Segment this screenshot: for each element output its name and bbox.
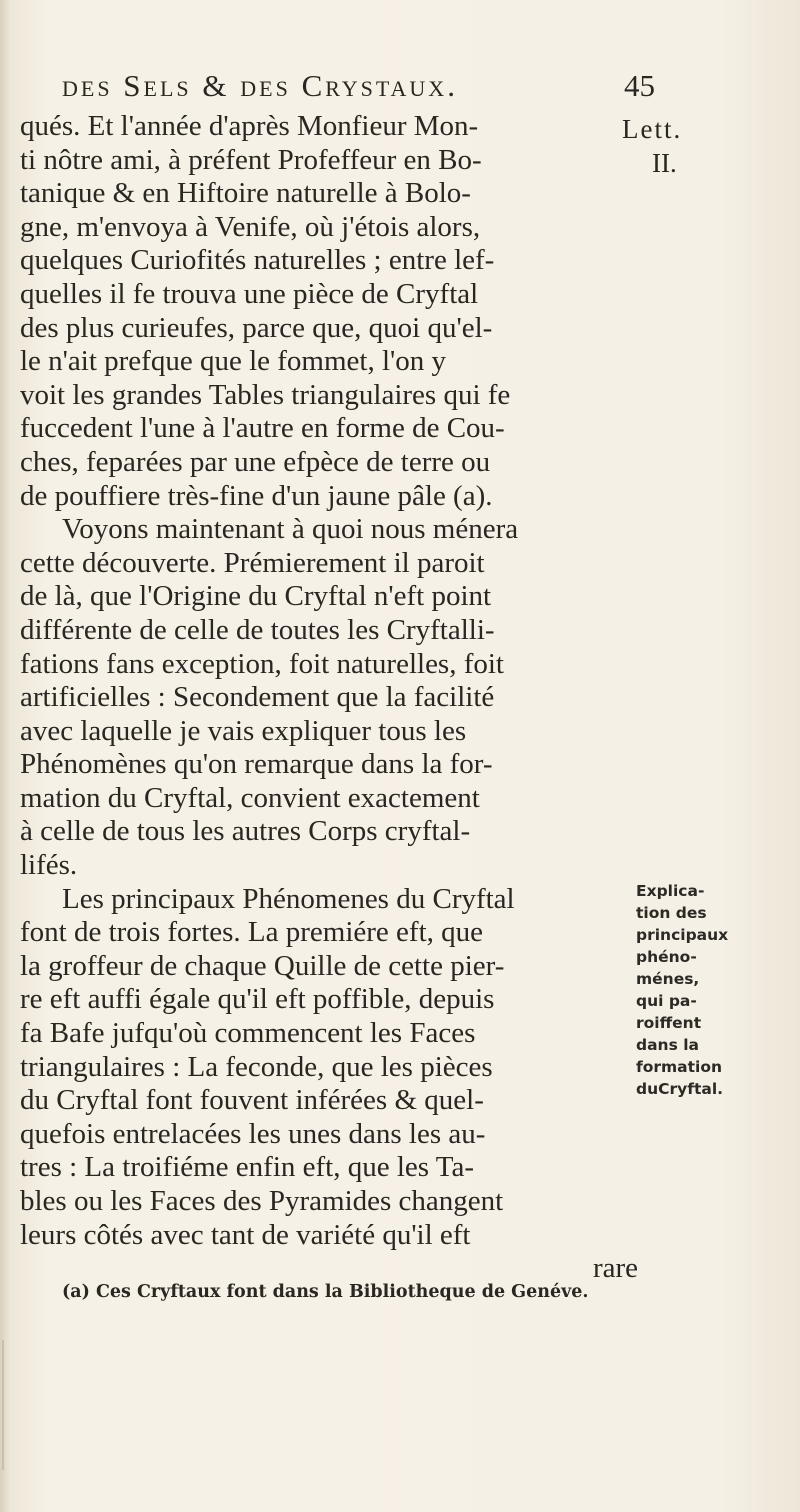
page-edge-mark — [2, 1340, 4, 1470]
page-number: 45 — [624, 68, 655, 103]
text-line: gne, m'envoya à Venife, où j'étois alors, — [20, 210, 481, 243]
text-line: de là, que l'Origine du Cryftal n'eft point — [20, 580, 492, 613]
running-title: des Sels & des Crystaux. — [62, 68, 458, 103]
text-line: lifés. — [20, 849, 78, 882]
text-line: à celle de tous les autres Corps cryftal- — [20, 815, 471, 848]
margin-note-line: dans la — [636, 1036, 699, 1054]
text-line: tanique & en Hiftoire naturelle à Bolo- — [20, 177, 471, 210]
text-line: triangulaires : La feconde, que les pièces — [20, 1050, 493, 1083]
text-line: la groffeur de chaque Quille de cette pier- — [20, 949, 505, 982]
text-line: Phénomènes qu'on remarque dans la for- — [20, 748, 493, 781]
text-line: ches, feparées par une efpèce de terre ou — [20, 445, 491, 478]
margin-note — [636, 880, 796, 1100]
text-line: font de trois fortes. La premiére eft, que — [20, 916, 484, 949]
footnote: (a) Ces Cryftaux font dans la Bibliotheque de Genéve. — [62, 1282, 589, 1302]
text-line: quelles il fe trouva une pièce de Cryftal — [20, 277, 479, 310]
text-line: fations fans exception, foit naturelles, foit — [20, 647, 504, 680]
text-line: voit les grandes Tables triangulaires qui fe — [20, 378, 511, 411]
margin-note-line: roiffent — [636, 1014, 702, 1032]
margin-note-line: formation — [636, 1058, 723, 1076]
margin-note-line: ménes, — [636, 970, 700, 988]
text-line: artificielles : Secondement que la facilité — [20, 681, 495, 714]
margin-letter-number: II. — [652, 148, 677, 178]
margin-note-line: principaux — [636, 926, 729, 944]
text-line: de pouffiere très-fine d'un jaune pâle (a). — [20, 479, 493, 512]
body-text — [20, 110, 638, 1286]
text-line: tres : La troifiéme enfin eft, que les Ta- — [20, 1151, 475, 1184]
margin-letter-label: Lett. — [622, 114, 683, 144]
text-line: bles ou les Faces des Pyramides changent — [20, 1185, 504, 1217]
page-gutter-shadow — [0, 0, 10, 1512]
text-line: fuccedent l'une à l'autre en forme de Cou- — [20, 412, 505, 445]
margin-note-line: phéno- — [636, 948, 697, 966]
text-line: du Cryftal font fouvent inférées & quel- — [20, 1084, 484, 1117]
margin-note-line: duCryftal. — [636, 1080, 724, 1098]
margin-letter-reference — [622, 112, 792, 180]
text-line: quefois entrelacées les unes dans les au- — [20, 1117, 486, 1150]
text-line: cette découverte. Prémierement il paroit — [20, 546, 485, 579]
paragraph-start-line: Les principaux Phénomenes du Cryftal — [62, 882, 515, 915]
text-line: qués. Et l'année d'après Monfieur Mon- — [20, 110, 479, 142]
text-line: mation du Cryftal, convient exactement — [20, 781, 480, 814]
text-line: leurs côtés avec tant de variété qu'il eft — [20, 1218, 471, 1251]
text-line: des plus curieufes, parce que, quoi qu'el- — [20, 311, 493, 344]
catchword: rare — [592, 1252, 638, 1285]
text-line: le n'ait prefque que le fommet, l'on y — [20, 345, 446, 378]
text-line: avec laquelle je vais expliquer tous les — [20, 714, 467, 747]
running-header — [62, 68, 682, 104]
paragraph-start-line: Voyons maintenant à quoi nous ménera — [62, 513, 519, 546]
text-line: quelques Curiofités naturelles ; entre lef- — [20, 244, 495, 277]
margin-note-line: tion des — [636, 904, 707, 922]
margin-note-line: qui pa- — [636, 992, 697, 1010]
text-line: différente de celle de toutes les Cryftalli- — [20, 613, 495, 646]
text-line: re eft auffi égale qu'il eft poffible, depuis — [20, 983, 495, 1016]
text-line: ti nôtre ami, à préfent Profeffeur en Bo- — [20, 143, 482, 176]
text-line: fa Bafe jufqu'où commencent les Faces — [20, 1017, 476, 1050]
margin-note-line: Explica- — [636, 882, 705, 900]
